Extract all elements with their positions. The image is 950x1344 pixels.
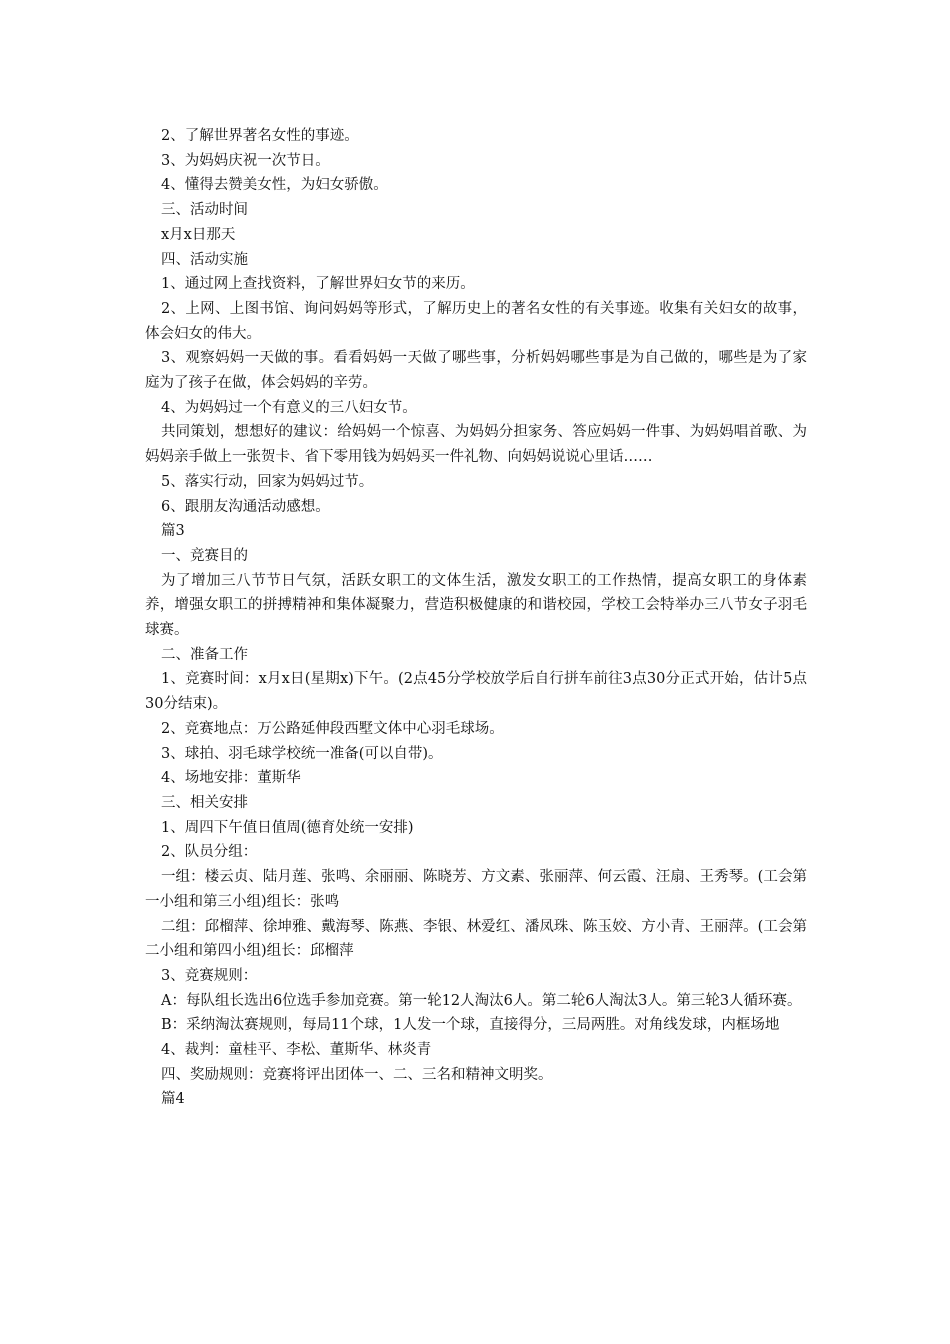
paragraph: 1、通过网上查找资料，了解世界妇女节的来历。 [161,276,475,293]
paragraph: 2、了解世界著名女性的事迹。 [161,128,359,144]
paragraph: 5、落实行动，回家为妈妈过节。 [161,473,374,490]
paragraph: 1、竞赛时间：x月x日(星期x)下午。(2点45分学校放学后自行拼车前往3点30分正式开始，估计5点30分结束)。 [145,671,807,713]
section-heading: 二、准备工作 [161,646,248,663]
paragraph: 6、跟朋友沟通活动感想。 [161,498,330,515]
section-heading: 四、活动实施 [161,251,248,268]
paragraph: 3、球拍、羽毛球学校统一准备(可以自带)。 [161,745,443,762]
paragraph: 4、为妈妈过一个有意义的三八妇女节。 [161,399,417,416]
paragraph: 一组：楼云贞、陆月莲、张鸣、余丽丽、陈晓芳、方文素、张丽萍、何云霞、汪扇、王秀琴。(工会第一小组和第三小组)组长：张鸣 [145,869,807,910]
paragraph: 2、队员分组： [161,844,258,861]
section-heading: 三、相关安排 [161,794,248,811]
paragraph: A：每队组长选出6位选手参加竞赛。第一轮12人淘汰6人。第二轮6人淘汰3人。第三轮3人循环赛。 [161,992,802,1009]
paragraph: 1、周四下午值日值周(德育处统一安排) [161,819,414,836]
section-heading: 四、奖励规则：竞赛将评出团体一、二、三名和精神文明奖。 [161,1066,553,1083]
paragraph: 3、竞赛规则： [161,967,258,984]
paragraph: 共同策划，想想好的建议：给妈妈一个惊喜、为妈妈分担家务、答应妈妈一件事、为妈妈唱首歌、为妈妈亲手做上一张贺卡、省下零用钱为妈妈买一件礼物、向妈妈说说心里话…… [145,424,807,466]
paragraph: 二组：邱榴萍、徐坤雅、戴海琴、陈燕、李银、林爱红、潘凤珠、陈玉姣、方小青、王丽萍。(工会第二小组和第四小组)组长：邱榴萍 [145,918,807,960]
paragraph: 3、为妈妈庆祝一次节日。 [161,152,330,169]
paragraph: 4、懂得去赞美女性，为妇女骄傲。 [161,177,388,194]
section-heading: 一、竞赛目的 [161,547,248,564]
paragraph: 4、裁判：童桂平、李松、董斯华、林炎青 [161,1042,432,1059]
section-heading: 三、活动时间 [161,202,248,219]
chapter-heading: 篇4 [161,1091,185,1108]
document-page [145,124,807,1112]
paragraph: B：采纳淘汰赛规则，每局11个球，1人发一个球，直接得分，三局两胜。对角线发球，内框场地 [161,1017,780,1034]
paragraph: 3、观察妈妈一天做的事。看看妈妈一天做了哪些事，分析妈妈哪些事是为自己做的，哪些是为了家庭为了孩子在做，体会妈妈的辛劳。 [145,350,807,392]
paragraph: 2、上网、上图书馆、询问妈妈等形式，了解历史上的著名女性的有关事迹。收集有关妇女的故事，体会妇女的伟大。 [145,300,807,342]
paragraph: x月x日那天 [161,226,236,243]
chapter-heading: 篇3 [161,523,185,540]
paragraph: 4、场地安排：董斯华 [161,770,301,787]
paragraph: 为了增加三八节节日气氛，活跃女职工的文体生活，激发女职工的工作热情，提高女职工的身体素养，增强女职工的拼搏精神和集体凝聚力，营造积极健康的和谐校园，学校工会特举办三八节女子羽毛球赛。 [145,572,807,639]
paragraph: 2、竞赛地点：万公路延伸段西墅文体中心羽毛球场。 [161,720,504,737]
